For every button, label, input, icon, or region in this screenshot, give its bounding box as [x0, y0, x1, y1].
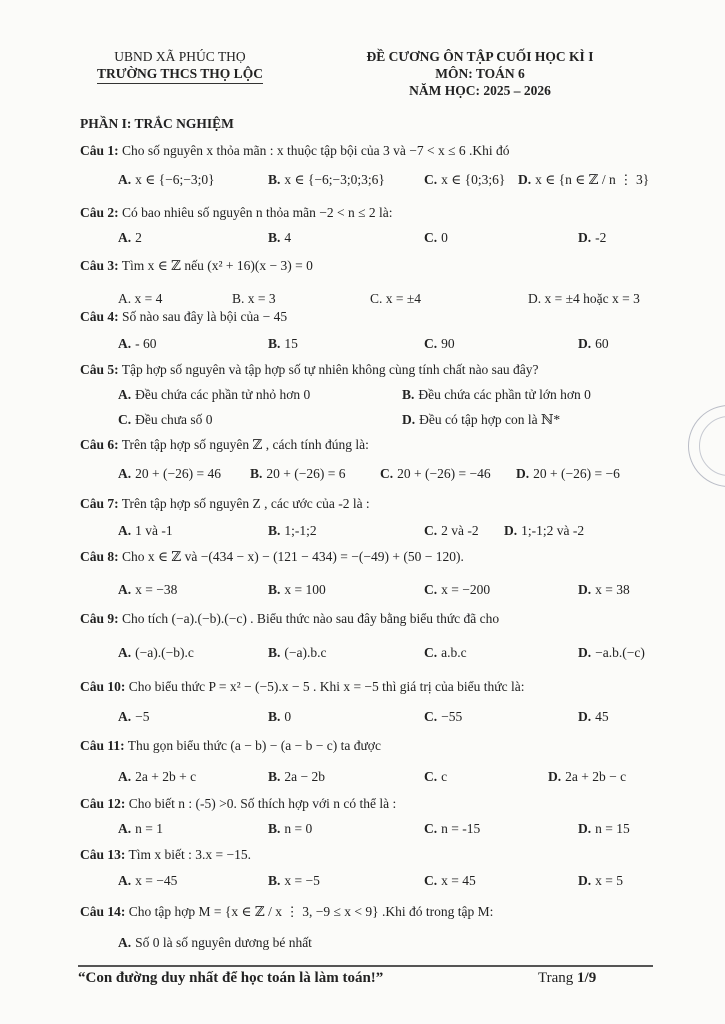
- option-letter: C.: [424, 582, 438, 597]
- footer-divider: [78, 965, 653, 967]
- option-letter: C.: [424, 873, 438, 888]
- option-9a[interactable]: [118, 645, 194, 661]
- option-letter: B.: [268, 582, 281, 597]
- question-6: [80, 437, 369, 453]
- option-letter: A.: [118, 709, 132, 724]
- option-11a[interactable]: [118, 769, 196, 785]
- option-text: - 60: [135, 336, 157, 351]
- question-text: Cho tập hợp M = {x ∈ ℤ / x ⋮ 3, −9 ≤ x < 9} .Khi đó trong tập M:: [128, 904, 494, 919]
- option-letter: D.: [518, 172, 532, 187]
- header-right: [330, 48, 630, 99]
- option-9b[interactable]: [268, 645, 326, 661]
- question-3: [80, 258, 313, 274]
- option-letter: A.: [118, 230, 132, 245]
- option-letter: A.: [118, 873, 132, 888]
- option-letter: D.: [516, 466, 530, 481]
- question-text: Thu gọn biểu thức (a − b) − (a − b − c) ta được: [127, 738, 381, 753]
- option-11d[interactable]: [548, 769, 626, 785]
- option-letter: D.: [578, 336, 592, 351]
- question-label: Câu 8:: [80, 549, 119, 564]
- option-text: x = ±4 hoặc x = 3: [544, 291, 640, 306]
- question-text: Cho x ∈ ℤ và −(434 − x) − (121 − 434) = −(−49) + (50 − 120).: [122, 549, 464, 564]
- question-label: Câu 10:: [80, 679, 126, 694]
- option-letter: C.: [424, 769, 438, 784]
- option-letter: B.: [268, 172, 281, 187]
- option-text: x ∈ {0;3;6}: [441, 172, 506, 187]
- page-prefix: Trang: [538, 970, 574, 986]
- question-text: Có bao nhiêu số nguyên n thỏa mãn −2 < n ≤ 2 là:: [122, 205, 393, 220]
- option-text: x ∈ {−6;−3;0;3;6}: [284, 172, 385, 187]
- question-5: [80, 362, 539, 378]
- header-title: ĐỀ CƯƠNG ÔN TẬP CUỐI HỌC KÌ I: [366, 49, 594, 64]
- option-letter: A.: [118, 466, 132, 481]
- option-9d[interactable]: [578, 645, 645, 661]
- option-letter: A.: [118, 645, 132, 660]
- option-6d[interactable]: [516, 466, 620, 482]
- option-7b[interactable]: [268, 523, 317, 539]
- option-text: n = 1: [135, 821, 163, 836]
- question-text: Trên tập hợp số nguyên ℤ , cách tính đúng là:: [121, 437, 369, 452]
- option-letter: D.: [402, 412, 416, 427]
- option-8c[interactable]: [424, 582, 490, 598]
- option-1d[interactable]: [518, 172, 649, 188]
- option-10c[interactable]: [424, 709, 462, 725]
- option-text: 2a + 2b + c: [135, 769, 197, 784]
- question-text: Tập hợp số nguyên và tập hợp số tự nhiên không cùng tính chất nào sau đây?: [121, 362, 539, 377]
- option-text: 4: [284, 230, 292, 245]
- option-5b[interactable]: [402, 387, 591, 403]
- question-label: Câu 14:: [80, 904, 126, 919]
- option-text: 15: [284, 336, 298, 351]
- option-13a[interactable]: [118, 873, 177, 889]
- option-2a[interactable]: [118, 230, 142, 246]
- stamp-seal: [688, 405, 725, 487]
- option-text: 20 + (−26) = −6: [533, 466, 620, 481]
- option-3a[interactable]: [118, 291, 162, 307]
- option-7d[interactable]: [504, 523, 584, 539]
- option-letter: A.: [118, 935, 132, 950]
- option-letter: A.: [118, 291, 132, 306]
- option-text: n = 0: [284, 821, 313, 836]
- option-4a[interactable]: [118, 336, 157, 352]
- option-12c[interactable]: [424, 821, 480, 837]
- option-text: 1;-1;2 và -2: [521, 523, 585, 538]
- header-school-year: NĂM HỌC: 2025 – 2026: [409, 83, 551, 98]
- option-text: Đều chưa số 0: [135, 412, 213, 427]
- option-letter: A.: [118, 172, 132, 187]
- option-letter: C.: [424, 172, 438, 187]
- question-label: Câu 12:: [80, 796, 126, 811]
- option-text: c: [441, 769, 448, 784]
- option-letter: B.: [268, 523, 281, 538]
- option-letter: B.: [268, 336, 281, 351]
- option-letter: B.: [268, 873, 281, 888]
- question-label: Câu 1:: [80, 143, 119, 158]
- question-text: Cho tích (−a).(−b).(−c) . Biểu thức nào sau đây bằng biểu thức đã cho: [122, 611, 500, 626]
- question-label: Câu 5:: [80, 362, 119, 377]
- option-text: 20 + (−26) = 46: [135, 466, 221, 481]
- option-text: 20 + (−26) = 6: [266, 466, 346, 481]
- option-10a[interactable]: [118, 709, 150, 725]
- question-text: Cho biết n : (-5) >0. Số thích hợp với n có thể là :: [128, 796, 397, 811]
- option-text: x = −200: [441, 582, 491, 597]
- option-text: x = −38: [135, 582, 178, 597]
- option-text: Số 0 là số nguyên dương bé nhất: [135, 935, 312, 950]
- option-letter: B.: [268, 769, 281, 784]
- option-text: 1 và -1: [135, 523, 173, 538]
- question-4: [80, 309, 287, 325]
- question-label: Câu 2:: [80, 205, 119, 220]
- option-text: x = 3: [247, 291, 276, 306]
- question-label: Câu 13:: [80, 847, 126, 862]
- option-14a[interactable]: [118, 935, 312, 951]
- option-text: 90: [441, 336, 455, 351]
- question-10: [80, 679, 524, 695]
- option-text: 2a − 2b: [284, 769, 325, 784]
- option-1c[interactable]: [424, 172, 505, 188]
- question-1: [80, 143, 509, 159]
- option-text: n = 15: [595, 821, 630, 836]
- option-4d[interactable]: [578, 336, 609, 352]
- option-text: 2: [135, 230, 142, 245]
- option-8d[interactable]: [578, 582, 630, 598]
- option-text: 60: [595, 336, 609, 351]
- question-text: Trên tập hợp số nguyên Z , các ước của -2 là :: [121, 496, 370, 511]
- option-text: n = -15: [441, 821, 481, 836]
- option-12a[interactable]: [118, 821, 163, 837]
- option-5a[interactable]: [118, 387, 310, 403]
- option-letter: C.: [424, 523, 438, 538]
- option-text: x = −45: [135, 873, 178, 888]
- question-14: [80, 904, 493, 920]
- option-letter: A.: [118, 523, 132, 538]
- option-text: x = 38: [595, 582, 630, 597]
- question-9: [80, 611, 499, 627]
- option-6a[interactable]: [118, 466, 221, 482]
- option-5c[interactable]: [118, 412, 213, 428]
- option-text: x ∈ {n ∈ ℤ / n ⋮ 3}: [535, 172, 650, 187]
- option-text: -2: [595, 230, 607, 245]
- question-text: Số nào sau đây là bội của − 45: [122, 309, 288, 324]
- option-letter: C.: [424, 709, 438, 724]
- question-label: Câu 6:: [80, 437, 119, 452]
- option-text: x = 5: [595, 873, 623, 888]
- question-13: [80, 847, 251, 863]
- option-letter: C.: [424, 821, 438, 836]
- option-7a[interactable]: [118, 523, 173, 539]
- option-text: x = ±4: [385, 291, 422, 306]
- option-letter: D.: [578, 821, 592, 836]
- option-4c[interactable]: [424, 336, 455, 352]
- option-letter: A.: [118, 821, 132, 836]
- option-letter: D.: [548, 769, 562, 784]
- option-text: Đều chứa các phần tử lớn hơn 0: [418, 387, 591, 402]
- question-text: Tìm x biết : 3.x = −15.: [128, 847, 252, 862]
- option-letter: D.: [578, 873, 592, 888]
- option-letter: C.: [424, 336, 438, 351]
- option-letter: B.: [268, 821, 281, 836]
- option-text: 2 và -2: [441, 523, 479, 538]
- option-3d[interactable]: [528, 291, 640, 307]
- option-1b[interactable]: [268, 172, 385, 188]
- option-letter: C.: [424, 645, 438, 660]
- option-12b[interactable]: [268, 821, 312, 837]
- option-letter: A.: [118, 769, 132, 784]
- option-letter: B.: [268, 645, 281, 660]
- option-7c[interactable]: [424, 523, 479, 539]
- option-letter: A.: [118, 387, 132, 402]
- option-text: −a.b.(−c): [595, 645, 645, 660]
- header-subject: MÔN: TOÁN 6: [435, 66, 525, 81]
- question-8: [80, 549, 464, 565]
- option-text: a.b.c: [441, 645, 467, 660]
- option-text: x = −5: [284, 873, 320, 888]
- option-letter: B.: [250, 466, 263, 481]
- option-3b[interactable]: [232, 291, 276, 307]
- option-letter: D.: [504, 523, 518, 538]
- option-letter: A.: [118, 336, 132, 351]
- section-title: PHẦN I: TRẮC NGHIỆM: [80, 116, 234, 131]
- option-text: 20 + (−26) = −46: [397, 466, 491, 481]
- option-letter: D.: [578, 709, 592, 724]
- option-letter: B.: [268, 230, 281, 245]
- header-authority: UBND XÃ PHÚC THỌ: [114, 49, 246, 64]
- question-text: Tìm x ∈ ℤ nếu (x² + 16)(x − 3) = 0: [121, 258, 313, 273]
- option-text: x = 4: [134, 291, 163, 306]
- option-2b[interactable]: [268, 230, 291, 246]
- option-10b[interactable]: [268, 709, 291, 725]
- option-text: 0: [284, 709, 292, 724]
- option-letter: D.: [578, 230, 592, 245]
- option-letter: C.: [380, 466, 394, 481]
- option-4b[interactable]: [268, 336, 298, 352]
- option-letter: D.: [578, 645, 592, 660]
- option-2c[interactable]: [424, 230, 448, 246]
- header-left: [80, 48, 280, 84]
- header-school: TRƯỜNG THCS THỌ LỘC: [97, 65, 263, 84]
- option-text: 1;-1;2: [284, 523, 317, 538]
- option-6b[interactable]: [250, 466, 345, 482]
- option-8a[interactable]: [118, 582, 177, 598]
- option-11b[interactable]: [268, 769, 325, 785]
- option-text: x = 45: [441, 873, 476, 888]
- option-text: Đều chứa các phần tử nhỏ hơn 0: [135, 387, 311, 402]
- option-2d[interactable]: [578, 230, 606, 246]
- option-text: 0: [441, 230, 448, 245]
- question-2: [80, 205, 393, 221]
- option-text: 45: [595, 709, 609, 724]
- option-1a[interactable]: [118, 172, 215, 188]
- option-12d[interactable]: [578, 821, 630, 837]
- footer-quote: “Con đường duy nhất để học toán là làm toán!”: [78, 970, 384, 986]
- option-text: x ∈ {−6;−3;0}: [135, 172, 215, 187]
- page-indicator: [538, 970, 596, 987]
- option-8b[interactable]: [268, 582, 326, 598]
- option-text: x = 100: [284, 582, 326, 597]
- option-9c[interactable]: [424, 645, 467, 661]
- option-13b[interactable]: [268, 873, 320, 889]
- question-text: Cho số nguyên x thỏa mãn : x thuộc tập bội của 3 và −7 < x ≤ 6 .Khi đó: [122, 143, 510, 158]
- option-letter: C.: [424, 230, 438, 245]
- question-text: Cho biểu thức P = x² − (−5).x − 5 . Khi x = −5 thì giá trị của biểu thức là:: [128, 679, 525, 694]
- option-13c[interactable]: [424, 873, 476, 889]
- option-letter: C.: [370, 291, 383, 306]
- option-text: Đều có tập hợp con là ℕ*: [419, 412, 561, 427]
- option-5d[interactable]: [402, 412, 560, 428]
- option-text: (−a).(−b).c: [135, 645, 194, 660]
- option-letter: D.: [578, 582, 592, 597]
- option-text: −5: [135, 709, 150, 724]
- option-11c[interactable]: [424, 769, 447, 785]
- question-12: [80, 796, 396, 812]
- option-letter: A.: [118, 582, 132, 597]
- option-3c[interactable]: [370, 291, 421, 307]
- question-label: Câu 3:: [80, 258, 119, 273]
- option-13d[interactable]: [578, 873, 623, 889]
- option-10d[interactable]: [578, 709, 609, 725]
- question-label: Câu 11:: [80, 738, 125, 753]
- option-text: (−a).b.c: [284, 645, 327, 660]
- question-label: Câu 7:: [80, 496, 119, 511]
- question-label: Câu 4:: [80, 309, 119, 324]
- stamp-seal-inner: [699, 416, 725, 476]
- option-letter: D.: [528, 291, 542, 306]
- option-letter: B.: [268, 709, 281, 724]
- option-text: 2a + 2b − c: [565, 769, 627, 784]
- page-number: 1/9: [577, 970, 597, 986]
- option-letter: B.: [402, 387, 415, 402]
- question-label: Câu 9:: [80, 611, 119, 626]
- option-6c[interactable]: [380, 466, 491, 482]
- question-11: [80, 738, 381, 754]
- option-letter: B.: [232, 291, 245, 306]
- question-7: [80, 496, 370, 512]
- option-text: −55: [441, 709, 463, 724]
- option-letter: C.: [118, 412, 132, 427]
